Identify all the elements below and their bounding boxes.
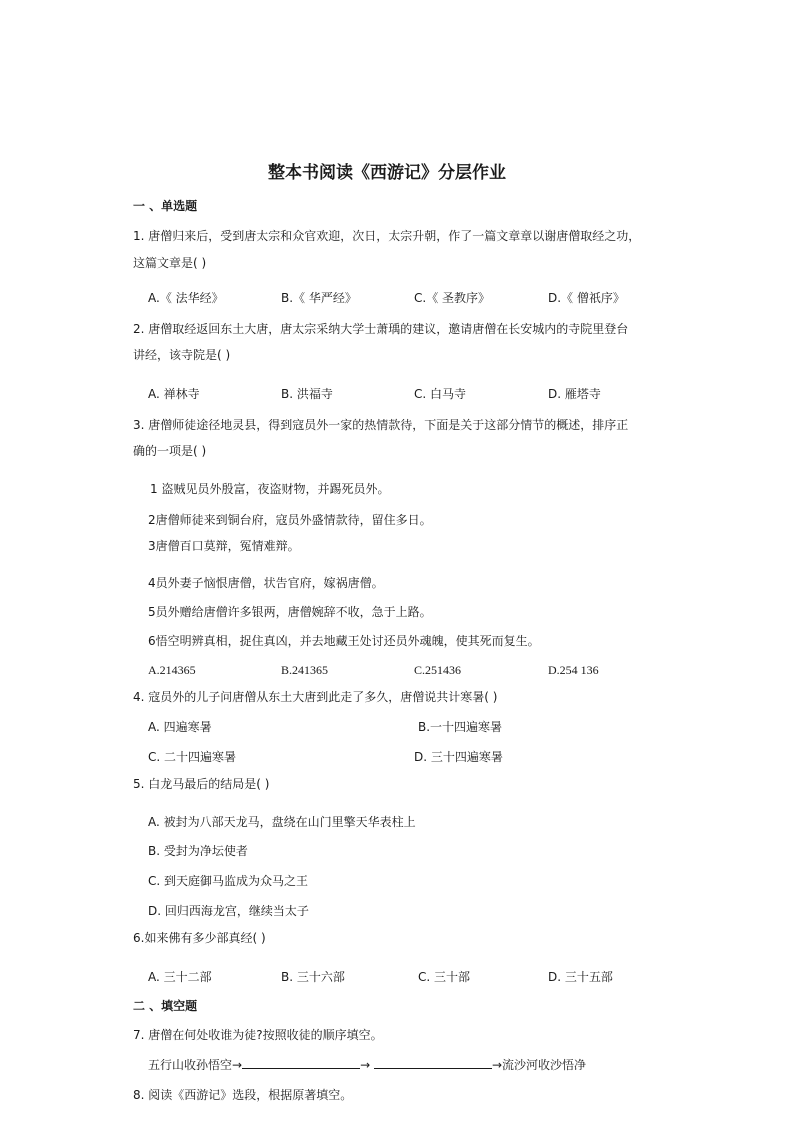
- question-5-option-c: C. 到天庭御马监成为众马之王: [148, 874, 309, 888]
- question-1-option-d: D.《 僧祇序》: [548, 291, 625, 305]
- question-3-item-1: 1 盗贼见员外殷富，夜盗财物，并踢死员外。: [150, 482, 390, 496]
- question-6-option-b: B. 三十六部: [281, 970, 345, 984]
- question-3-item-6: 6悟空明辨真相，捉住真凶，并去地藏王处讨还员外魂魄，使其死而复生。: [148, 634, 540, 648]
- question-7-blank-1[interactable]: [242, 1056, 360, 1069]
- question-3-item-3: 3唐僧百口莫辩，冤情难辩。: [148, 539, 300, 553]
- question-3-item-2: 2唐僧师徒来到铜台府，寇员外盛情款待，留住多日。: [148, 513, 432, 527]
- question-7-arrow: →: [360, 1058, 371, 1072]
- question-7-line-1: 7. 唐僧在何处收谁为徒?按照收徒的顺序填空。: [133, 1028, 383, 1042]
- question-1-line-2: 这篇文章是( ): [133, 256, 207, 270]
- page-title: 整本书阅读《西游记》分层作业: [268, 163, 506, 183]
- question-1-option-a: A.《 法华经》: [148, 291, 224, 305]
- question-1-option-c: C.《 圣教序》: [414, 291, 491, 305]
- question-4-line-1: 4. 寇员外的儿子问唐僧从东土大唐到此走了多久，唐僧说共计寒暑( ): [133, 690, 498, 704]
- question-3-option-b: B.241365: [281, 663, 329, 677]
- section-heading-single-choice: 一 、单选题: [133, 199, 198, 213]
- question-3-item-5: 5员外赠给唐僧许多银两，唐僧婉辞不收，急于上路。: [148, 605, 432, 619]
- question-6-line-1: 6.如来佛有多少部真经( ): [133, 931, 266, 945]
- question-2-option-d: D. 雁塔寺: [548, 387, 601, 401]
- question-6-option-a: A. 三十二部: [148, 970, 212, 984]
- question-6-option-d: D. 三十五部: [548, 970, 613, 984]
- question-5-line-1: 5. 白龙马最后的结局是( ): [133, 777, 270, 791]
- question-7-blank-2[interactable]: [374, 1056, 492, 1069]
- question-5-option-b: B. 受封为净坛使者: [148, 844, 248, 858]
- question-3-option-c: C.251436: [414, 663, 462, 677]
- question-4-option-c: C. 二十四遍寒暑: [148, 750, 237, 764]
- question-2-line-1: 2. 唐僧取经返回东土大唐，唐太宗采纳大学士萧瑀的建议，邀请唐僧在长安城内的寺院里登台: [133, 322, 629, 336]
- question-1-line-1: 1. 唐僧归来后，受到唐太宗和众官欢迎，次日，太宗升朝，作了一篇文章章以谢唐僧取经之功，: [133, 229, 641, 243]
- question-7-fill-end: →流沙河收沙悟净: [491, 1058, 587, 1072]
- question-8-line-1: 8. 阅读《西游记》选段，根据原著填空。: [133, 1088, 353, 1102]
- question-3-line-1: 3. 唐僧师徒途径地灵县，得到寇员外一家的热情款待，下面是关于这部分情节的概述，排序正: [133, 418, 629, 432]
- question-2-option-c: C. 白马寺: [414, 387, 467, 401]
- question-2-option-b: B. 洪福寺: [281, 387, 333, 401]
- question-4-option-a: A. 四遍寒暑: [148, 720, 212, 734]
- question-5-option-a: A. 被封为八部天龙马，盘绕在山门里擎天华表柱上: [148, 815, 416, 829]
- question-5-option-d: D. 回归西海龙宫，继续当太子: [148, 904, 309, 918]
- question-3-item-4: 4员外妻子恼恨唐僧，状告官府，嫁祸唐僧。: [148, 576, 384, 590]
- question-2-option-a: A. 禅林寺: [148, 387, 200, 401]
- question-2-line-2: 讲经，该寺院是( ): [133, 348, 231, 362]
- question-1-option-b: B.《 华严经》: [281, 291, 357, 305]
- question-7-fill-line: [148, 1056, 586, 1073]
- question-4-option-b: B.一十四遍寒暑: [418, 720, 503, 734]
- question-7-fill-start: 五行山收孙悟空→: [148, 1058, 243, 1072]
- question-6-option-c: C. 三十部: [418, 970, 471, 984]
- question-3-option-d: D.254 136: [548, 663, 599, 677]
- section-heading-fill-in: 二 、填空题: [133, 999, 198, 1013]
- question-3-option-a: A.214365: [148, 663, 196, 677]
- question-4-option-d: D. 三十四遍寒暑: [414, 750, 503, 764]
- question-3-line-2: 确的一项是( ): [133, 444, 207, 458]
